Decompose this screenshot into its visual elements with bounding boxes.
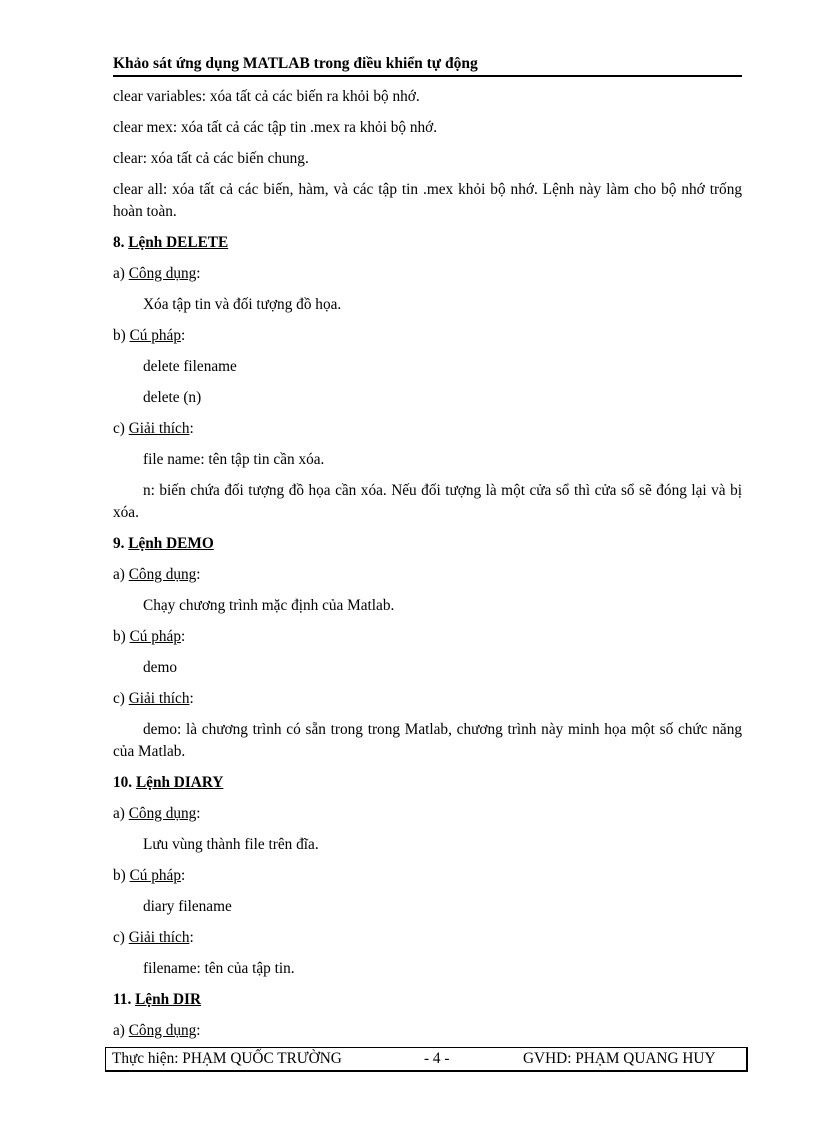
subheading-giai-thich: c) Giải thích: xyxy=(113,690,194,707)
explanation-text: file name: tên tập tin cần xóa. xyxy=(143,451,325,468)
usage-text: Chạy chương trình mặc định của Matlab. xyxy=(143,597,395,614)
page-content xyxy=(113,86,742,1051)
explanation-text: filename: tên của tập tin. xyxy=(143,960,295,977)
syntax-line: diary filename xyxy=(143,898,232,915)
subheading-giai-thich: c) Giải thích: xyxy=(113,420,194,437)
usage-text: Lưu vùng thành file trên đĩa. xyxy=(143,836,319,853)
body-paragraph: clear all: xóa tất cả các biến, hàm, và các tập tin .mex khỏi bộ nhớ. Lệnh này làm cho bộ nhớ trống hoàn toàn. xyxy=(113,181,742,220)
section-heading-demo: 9. Lệnh DEMO xyxy=(113,535,214,552)
subheading-cong-dung: a) Công dụng: xyxy=(113,805,201,822)
subheading-cong-dung: a) Công dụng: xyxy=(113,566,201,583)
subheading-cong-dung: a) Công dụng: xyxy=(113,265,201,282)
subheading-cu-phap: b) Cú pháp: xyxy=(113,327,186,344)
page-footer xyxy=(105,1047,748,1072)
section-heading-delete: 8. Lệnh DELETE xyxy=(113,234,229,251)
syntax-line: demo xyxy=(143,659,177,676)
usage-text: Xóa tập tin và đối tượng đồ họa. xyxy=(143,296,342,313)
footer-advisor: GVHD: PHẠM QUANG HUY xyxy=(523,1050,716,1067)
syntax-line: delete (n) xyxy=(143,389,202,406)
subheading-cong-dung: a) Công dụng: xyxy=(113,1022,201,1039)
page-header: Khảo sát ứng dụng MATLAB trong điều khiển tự động xyxy=(113,55,742,77)
subheading-cu-phap: b) Cú pháp: xyxy=(113,867,186,884)
body-paragraph: clear: xóa tất cả các biến chung. xyxy=(113,150,309,167)
syntax-line: delete filename xyxy=(143,358,237,375)
explanation-text: n: biến chứa đối tượng đồ họa cần xóa. Nếu đối tượng là một cửa sổ thì cửa sổ sẽ đóng lại và bị xóa. xyxy=(113,482,742,521)
body-paragraph: clear variables: xóa tất cả các biến ra khỏi bộ nhớ. xyxy=(113,88,420,105)
page-number: - 4 - xyxy=(424,1050,450,1067)
section-heading-diary: 10. Lệnh DIARY xyxy=(113,774,224,791)
section-heading-dir: 11. Lệnh DIR xyxy=(113,991,201,1008)
explanation-text: demo: là chương trình có sẵn trong trong Matlab, chương trình này minh họa một số chức năng của Matlab. xyxy=(113,721,742,760)
subheading-giai-thich: c) Giải thích: xyxy=(113,929,194,946)
body-paragraph: clear mex: xóa tất cả các tập tin .mex ra khỏi bộ nhớ. xyxy=(113,119,438,136)
footer-author: Thực hiện: PHẠM QUỐC TRƯỜNG xyxy=(112,1050,342,1067)
subheading-cu-phap: b) Cú pháp: xyxy=(113,628,186,645)
